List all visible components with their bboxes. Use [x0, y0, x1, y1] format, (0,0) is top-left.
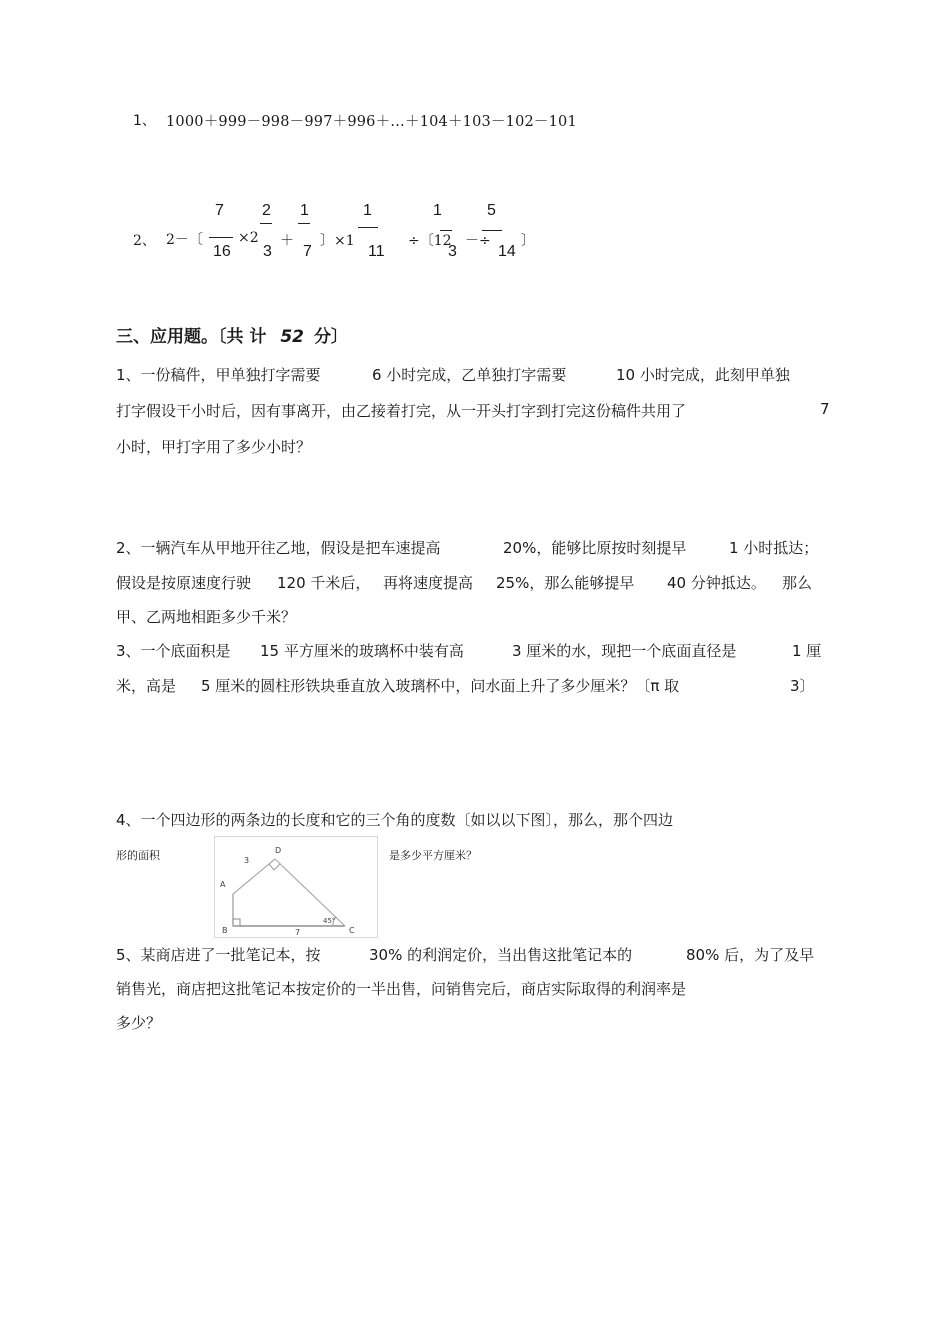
fraction-2-denominator: 3 — [263, 243, 272, 260]
calc-q2-close: 〕 — [521, 233, 535, 249]
p2-line1c: 1 小时抵达； — [729, 539, 819, 557]
fraction-1-denominator: 16 — [213, 243, 231, 260]
p2-line2a: 假设是按原速度行驶 — [116, 574, 252, 592]
p1-line2a: 打字假设干小时后，因有事离开，由乙接着打完，从一开头打字到打完这份稿件共用了 — [116, 402, 687, 420]
p3-line1d: 1 厘 — [792, 642, 822, 660]
quadrilateral-diagram — [215, 837, 377, 937]
p3-line2c: 3〕 — [790, 677, 815, 695]
section3-title-num: 52 — [280, 327, 305, 347]
p3-line1b: 15 平方厘米的玻璃杯中装有高 — [260, 642, 464, 660]
fraction-4-bar — [358, 227, 378, 228]
p2-line2e: 40 分钟抵达。 — [667, 574, 766, 592]
p4-line2b: 是多少平方厘米？ — [389, 849, 477, 862]
label-b: B — [222, 926, 228, 935]
fraction-2-numerator: 2 — [262, 202, 271, 219]
fraction-4-numerator: 1 — [363, 202, 372, 219]
p2-line1a: 2、一辆汽车从甲地开往乙地，假设是把车速提高 — [116, 539, 441, 557]
p2-line2b: 120 千米后， — [277, 574, 371, 592]
fraction-3-numerator: 1 — [300, 202, 309, 219]
calc-q2-number: 2、 — [133, 233, 156, 249]
p3-line1a: 3、一个底面积是 — [116, 642, 231, 660]
calc-q2-close-times: 〕×1 — [320, 233, 355, 249]
label-side-ad: 3 — [244, 856, 250, 865]
p5-line2: 销售光，商店把这批笔记本按定价的一半出售，问销售完后，商店实际取得的利润率是 — [116, 980, 687, 998]
label-a: A — [220, 880, 226, 889]
p2-line2c: 再将速度提高 — [383, 574, 474, 592]
section3-heading — [116, 322, 348, 347]
p1-line1b: 6 小时完成，乙单独打字需要 — [372, 366, 567, 384]
fraction-6-denominator: 14 — [498, 243, 516, 260]
fraction-3-bar — [298, 223, 310, 224]
fraction-1-bar — [209, 237, 233, 238]
fraction-6-bar — [482, 230, 502, 231]
fraction-4-denominator: 11 — [368, 243, 385, 260]
section3-title-b: 分〕 — [313, 327, 348, 347]
fraction-5-bar — [440, 230, 452, 231]
p2-line1b: 20%，能够比原按时刻提早 — [503, 539, 687, 557]
p1-line1a: 1、一份稿件，甲单独打字需要 — [116, 366, 321, 384]
p2-line2d: 25%，那么能够提早 — [496, 574, 635, 592]
fraction-2-bar — [260, 223, 272, 224]
p4-line2a: 形的面积 — [116, 849, 160, 862]
label-d: D — [275, 846, 282, 855]
quadrilateral-figure — [214, 836, 378, 938]
p1-line3: 小时，甲打字用了多少小时？ — [116, 438, 312, 456]
p5-line1c: 80% 后，为了及早 — [686, 946, 815, 964]
right-angle-b — [233, 919, 240, 926]
p3-line2b: 5 厘米的圆柱形铁块垂直放入玻璃杯中，问水面上升了多少厘米？〔π 取 — [201, 677, 680, 695]
calc-q1-number: 1、 — [133, 113, 156, 129]
p2-line2f: 那么 — [782, 574, 813, 592]
calc-q2-prefix: 2－〔 — [166, 232, 203, 248]
section3-title-a: 三、应用题。〔共 计 — [116, 327, 267, 347]
fraction-5-numerator: 1 — [433, 202, 442, 219]
label-angle-c: 45° — [323, 917, 336, 925]
p5-line1a: 5、某商店进了一批笔记本，按 — [116, 946, 321, 964]
calc-q2-plus: ＋ — [280, 233, 294, 249]
calc-q2-times-2: ×2 — [238, 230, 259, 246]
calc-q2-div-open: ÷〔12 — [408, 233, 452, 249]
right-angle-d — [269, 864, 280, 870]
p1-line2b: 7 — [820, 400, 830, 418]
p5-line1b: 30% 的利润定价，当出售这批笔记本的 — [369, 946, 633, 964]
fraction-1-numerator: 7 — [215, 202, 224, 219]
fraction-6-numerator: 5 — [487, 202, 496, 219]
calc-q1-expression: 1000＋999－998－997＋996＋…＋104＋103－102－101 — [166, 114, 577, 130]
calc-q2-minus-div: －÷ — [465, 233, 491, 249]
edge-cd — [275, 859, 345, 926]
fraction-3-denominator: 7 — [303, 243, 312, 260]
p3-line1c: 3 厘米的水，现把一个底面直径是 — [512, 642, 737, 660]
fraction-5-denominator: 3 — [448, 243, 457, 260]
label-side-bc: 7 — [295, 928, 301, 937]
p2-line3: 甲、乙两地相距多少千米？ — [116, 608, 297, 626]
p1-line1c: 10 小时完成，此刻甲单独 — [616, 366, 790, 384]
p3-line2a: 米，高是 — [116, 677, 177, 695]
label-c: C — [349, 926, 355, 935]
p4-line1: 4、一个四边形的两条边的长度和它的三个角的度数〔如以以下图〕，那么，那个四边 — [116, 811, 674, 829]
p5-line3: 多少？ — [116, 1014, 162, 1032]
